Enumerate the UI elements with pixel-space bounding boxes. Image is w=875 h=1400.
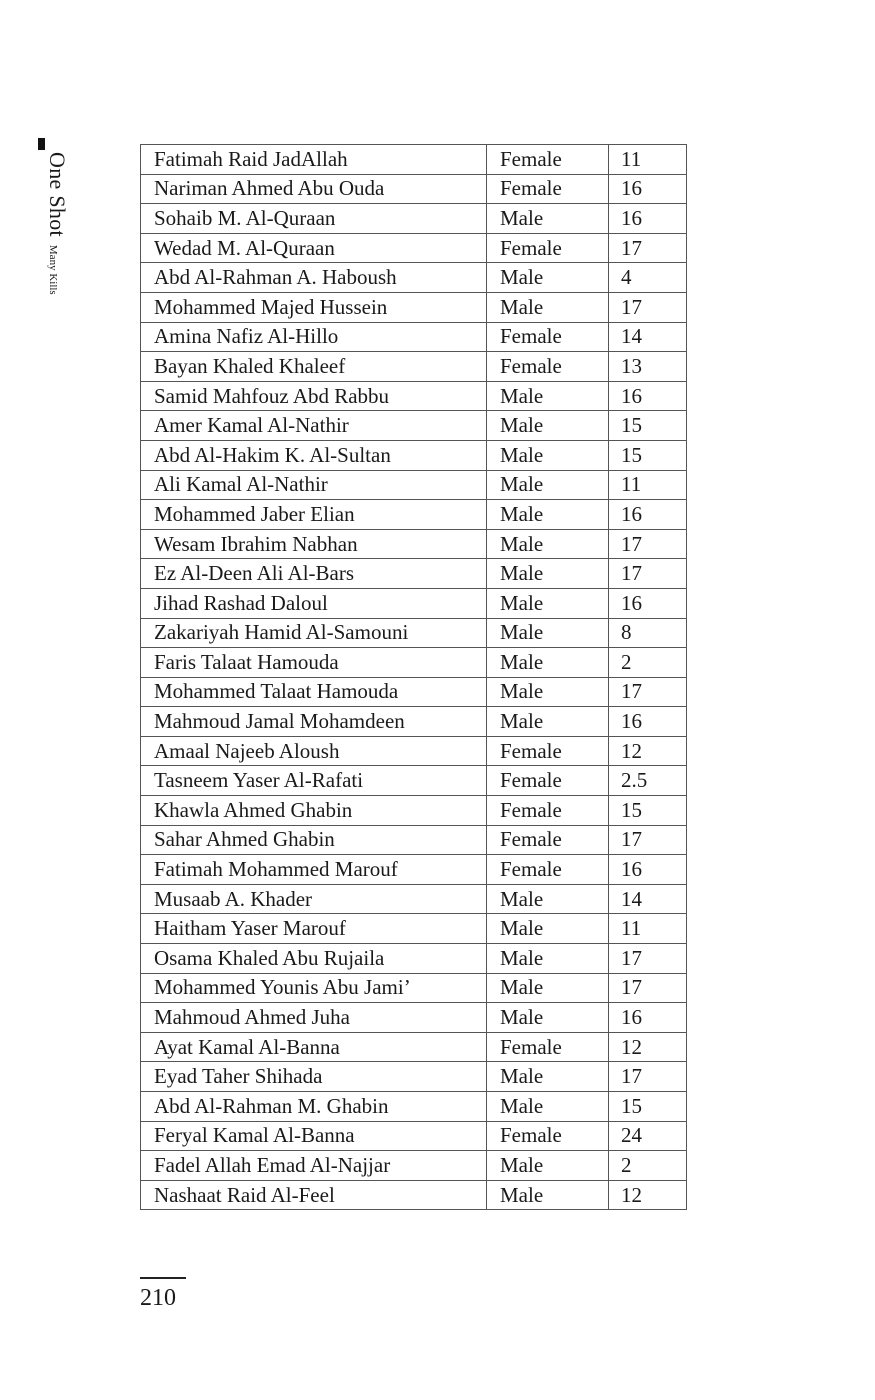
gender-cell: Male [487, 292, 609, 322]
name-cell: Khawla Ahmed Ghabin [141, 796, 487, 826]
name-cell: Mohammed Younis Abu Jami’ [141, 973, 487, 1003]
table-row [141, 411, 687, 441]
age-cell: 2.5 [609, 766, 687, 796]
table-row [141, 322, 687, 352]
name-cell: Fatimah Mohammed Marouf [141, 855, 487, 885]
table-row [141, 470, 687, 500]
table-row [141, 529, 687, 559]
table-row [141, 1062, 687, 1092]
name-cell: Nashaat Raid Al-Feel [141, 1180, 487, 1210]
name-cell: Mahmoud Jamal Mohamdeen [141, 707, 487, 737]
gender-cell: Female [487, 352, 609, 382]
gender-cell: Male [487, 440, 609, 470]
gender-cell: Male [487, 944, 609, 974]
gender-cell: Female [487, 1032, 609, 1062]
table-row [141, 973, 687, 1003]
table-row [141, 707, 687, 737]
name-cell: Abd Al-Rahman A. Haboush [141, 263, 487, 293]
gender-cell: Female [487, 825, 609, 855]
name-cell: Mahmoud Ahmed Juha [141, 1003, 487, 1033]
running-header [38, 138, 88, 348]
name-cell: Ali Kamal Al-Nathir [141, 470, 487, 500]
table-row [141, 588, 687, 618]
age-cell: 15 [609, 440, 687, 470]
table-row [141, 1003, 687, 1033]
gender-cell: Male [487, 618, 609, 648]
age-cell: 11 [609, 470, 687, 500]
book-subtitle: Many Kills [47, 244, 59, 295]
gender-cell: Female [487, 1121, 609, 1151]
name-cell: Ez Al-Deen Ali Al-Bars [141, 559, 487, 589]
name-cell: Faris Talaat Hamouda [141, 648, 487, 678]
table-row [141, 677, 687, 707]
page-number-rule [140, 1277, 186, 1279]
gender-cell: Female [487, 174, 609, 204]
name-cell: Tasneem Yaser Al-Rafati [141, 766, 487, 796]
name-cell: Amina Nafiz Al-Hillo [141, 322, 487, 352]
gender-cell: Male [487, 677, 609, 707]
age-cell: 12 [609, 736, 687, 766]
table-row [141, 1121, 687, 1151]
name-cell: Nariman Ahmed Abu Ouda [141, 174, 487, 204]
name-cell: Abd Al-Rahman M. Ghabin [141, 1092, 487, 1122]
gender-cell: Male [487, 529, 609, 559]
gender-cell: Male [487, 1003, 609, 1033]
name-cell: Wedad M. Al-Quraan [141, 233, 487, 263]
name-cell: Fadel Allah Emad Al-Najjar [141, 1151, 487, 1181]
age-cell: 14 [609, 884, 687, 914]
age-cell: 12 [609, 1180, 687, 1210]
table-row [141, 766, 687, 796]
age-cell: 16 [609, 500, 687, 530]
name-cell: Ayat Kamal Al-Banna [141, 1032, 487, 1062]
page-number: 210 [140, 1285, 176, 1311]
name-cell: Mohammed Majed Hussein [141, 292, 487, 322]
name-cell: Mohammed Jaber Elian [141, 500, 487, 530]
name-cell: Musaab A. Khader [141, 884, 487, 914]
header-marker-bar [38, 138, 45, 150]
name-cell: Amer Kamal Al-Nathir [141, 411, 487, 441]
name-cell: Jihad Rashad Daloul [141, 588, 487, 618]
age-cell: 17 [609, 529, 687, 559]
gender-cell: Male [487, 884, 609, 914]
table-row [141, 263, 687, 293]
table-row [141, 648, 687, 678]
age-cell: 16 [609, 204, 687, 234]
table-row [141, 174, 687, 204]
table-row [141, 1092, 687, 1122]
age-cell: 17 [609, 233, 687, 263]
gender-cell: Female [487, 233, 609, 263]
name-cell: Wesam Ibrahim Nabhan [141, 529, 487, 559]
gender-cell: Male [487, 263, 609, 293]
table-row [141, 233, 687, 263]
table-row [141, 796, 687, 826]
age-cell: 12 [609, 1032, 687, 1062]
gender-cell: Male [487, 559, 609, 589]
age-cell: 11 [609, 914, 687, 944]
table-row [141, 884, 687, 914]
age-cell: 17 [609, 825, 687, 855]
table-row [141, 352, 687, 382]
table-row [141, 559, 687, 589]
name-cell: Sohaib M. Al-Quraan [141, 204, 487, 234]
table-row [141, 1180, 687, 1210]
victims-table [140, 144, 687, 1210]
table-row [141, 440, 687, 470]
running-header-text [44, 152, 70, 295]
gender-cell: Male [487, 588, 609, 618]
table-row [141, 914, 687, 944]
table-row [141, 736, 687, 766]
age-cell: 17 [609, 292, 687, 322]
gender-cell: Female [487, 736, 609, 766]
age-cell: 15 [609, 411, 687, 441]
age-cell: 16 [609, 174, 687, 204]
table-row [141, 1032, 687, 1062]
gender-cell: Male [487, 1092, 609, 1122]
gender-cell: Male [487, 204, 609, 234]
gender-cell: Male [487, 1062, 609, 1092]
gender-cell: Female [487, 855, 609, 885]
age-cell: 15 [609, 1092, 687, 1122]
name-cell: Zakariyah Hamid Al-Samouni [141, 618, 487, 648]
name-cell: Samid Mahfouz Abd Rabbu [141, 381, 487, 411]
age-cell: 17 [609, 973, 687, 1003]
victims-table-body [141, 145, 687, 1210]
age-cell: 17 [609, 1062, 687, 1092]
name-cell: Fatimah Raid JadAllah [141, 145, 487, 175]
name-cell: Haitham Yaser Marouf [141, 914, 487, 944]
name-cell: Sahar Ahmed Ghabin [141, 825, 487, 855]
table-row [141, 1151, 687, 1181]
name-cell: Eyad Taher Shihada [141, 1062, 487, 1092]
age-cell: 16 [609, 1003, 687, 1033]
table-row [141, 204, 687, 234]
book-title: One Shot [45, 152, 70, 237]
gender-cell: Male [487, 1180, 609, 1210]
gender-cell: Female [487, 796, 609, 826]
age-cell: 17 [609, 944, 687, 974]
name-cell: Feryal Kamal Al-Banna [141, 1121, 487, 1151]
name-cell: Mohammed Talaat Hamouda [141, 677, 487, 707]
age-cell: 11 [609, 145, 687, 175]
age-cell: 14 [609, 322, 687, 352]
table-row [141, 944, 687, 974]
gender-cell: Male [487, 470, 609, 500]
name-cell: Abd Al-Hakim K. Al-Sultan [141, 440, 487, 470]
age-cell: 17 [609, 559, 687, 589]
name-cell: Bayan Khaled Khaleef [141, 352, 487, 382]
table-row [141, 855, 687, 885]
table-row [141, 381, 687, 411]
age-cell: 2 [609, 1151, 687, 1181]
name-cell: Osama Khaled Abu Rujaila [141, 944, 487, 974]
table-row [141, 292, 687, 322]
table-row [141, 500, 687, 530]
gender-cell: Male [487, 973, 609, 1003]
name-cell: Amaal Najeeb Aloush [141, 736, 487, 766]
age-cell: 17 [609, 677, 687, 707]
gender-cell: Male [487, 411, 609, 441]
age-cell: 16 [609, 707, 687, 737]
age-cell: 2 [609, 648, 687, 678]
age-cell: 15 [609, 796, 687, 826]
age-cell: 16 [609, 588, 687, 618]
gender-cell: Male [487, 914, 609, 944]
gender-cell: Male [487, 1151, 609, 1181]
gender-cell: Female [487, 766, 609, 796]
gender-cell: Male [487, 500, 609, 530]
age-cell: 4 [609, 263, 687, 293]
table-row [141, 618, 687, 648]
age-cell: 16 [609, 855, 687, 885]
gender-cell: Male [487, 381, 609, 411]
table-row [141, 825, 687, 855]
age-cell: 16 [609, 381, 687, 411]
table-row [141, 145, 687, 175]
age-cell: 24 [609, 1121, 687, 1151]
gender-cell: Male [487, 707, 609, 737]
age-cell: 13 [609, 352, 687, 382]
gender-cell: Female [487, 322, 609, 352]
gender-cell: Female [487, 145, 609, 175]
age-cell: 8 [609, 618, 687, 648]
gender-cell: Male [487, 648, 609, 678]
